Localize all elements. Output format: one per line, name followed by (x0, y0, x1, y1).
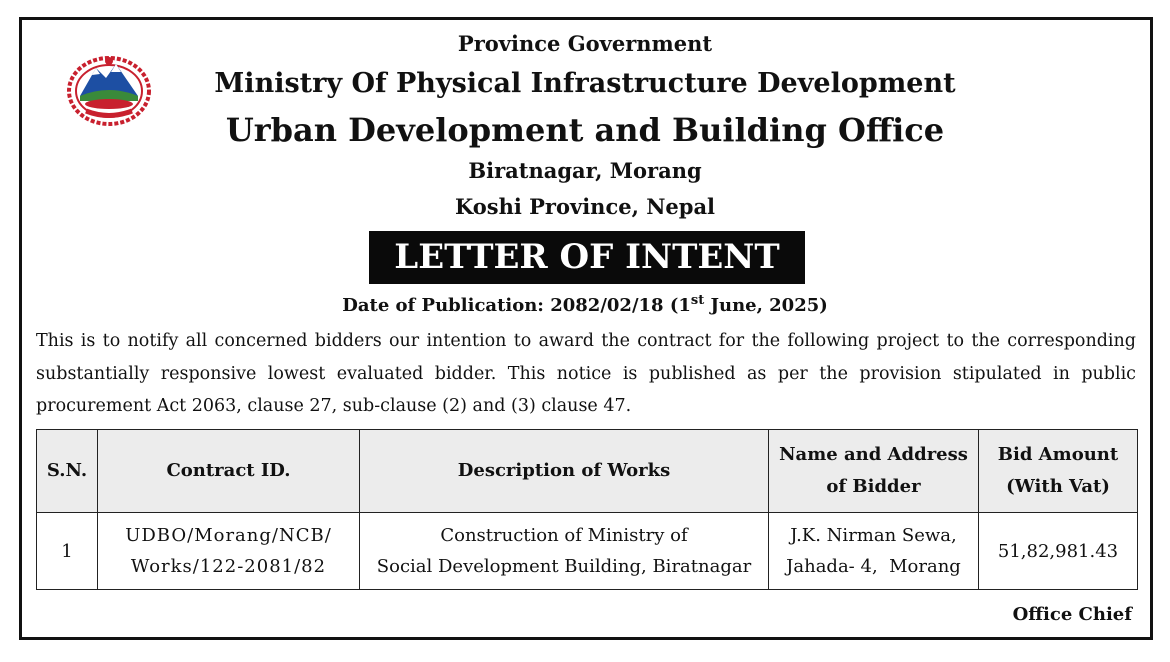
header-contract-id: Contract ID. (98, 430, 360, 513)
header-province: Province Government (457, 31, 713, 56)
header-province-country: Koshi Province, Nepal (454, 194, 716, 219)
award-table (36, 429, 1138, 590)
cell-bid-amount: 51,82,981.43 (979, 513, 1138, 590)
header-office: Urban Development and Building Office (225, 111, 945, 149)
header-description: Description of Works (360, 430, 769, 513)
cell-contract-id: UDBO/Morang/NCB/ Works/122-2081/82 (98, 513, 360, 590)
notice-title: LETTER OF INTENT (369, 231, 805, 284)
header-bidder: Name and Address of Bidder (769, 430, 979, 513)
intro-paragraph: This is to notify all concerned bidders our intention to award the contract for the following project to the corresponding substantially responsive lowest evaluated bidder. This notice is published as per the provision stipulated in public procurement Act 2063, clause 27, sub-clause (2) and (3) clause 47. (36, 331, 1136, 416)
table-row (37, 513, 1138, 590)
header-location: Biratnagar, Morang (468, 158, 702, 183)
table-header-row (37, 430, 1138, 513)
cell-sn: 1 (37, 513, 98, 590)
header-bid-amount: Bid Amount (With Vat) (979, 430, 1138, 513)
cell-description: Construction of Ministry of Social Development Building, Biratnagar (360, 513, 769, 590)
signature-office-chief: Office Chief (1012, 604, 1132, 625)
header-ministry: Ministry Of Physical Infrastructure Development (214, 68, 956, 99)
cell-bidder: J.K. Nirman Sewa, Jahada- 4, Morang (769, 513, 979, 590)
publication-date: Date of Publication: 2082/02/18 (1st June, 2025) (342, 293, 828, 316)
header-sn: S.N. (37, 430, 98, 513)
